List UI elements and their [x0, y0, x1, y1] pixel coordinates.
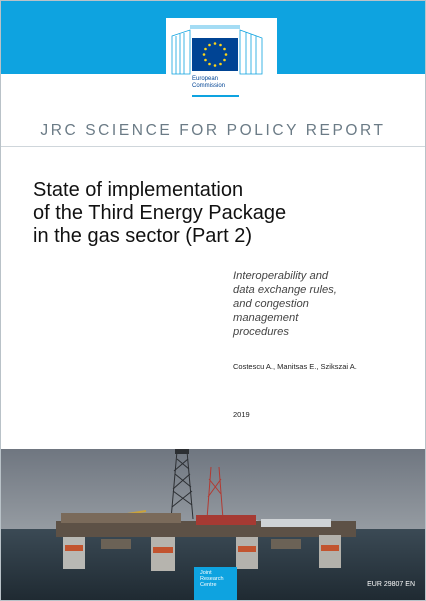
subtitle-line-5: procedures [233, 326, 289, 338]
jrc-logo-badge [194, 567, 237, 600]
series-title: JRC SCIENCE FOR POLICY REPORT [40, 122, 386, 139]
jrc-logo-text [200, 570, 224, 589]
authors: Costescu A., Manitsas E., Szikszai A. [233, 362, 357, 371]
logo-line-1: European [192, 76, 219, 82]
title-line-1: State of implementation [33, 179, 244, 201]
jrc-line-3: Centre [200, 582, 217, 589]
european-commission-logo [166, 18, 277, 98]
report-title [33, 179, 393, 248]
jrc-line-1: Joint [200, 570, 212, 576]
title-line-3: in the gas sector (Part 2) [33, 225, 252, 247]
subtitle-line-3: and congestion [233, 298, 309, 310]
jrc-line-2: Research [200, 576, 224, 583]
logo-line-2: Commission [192, 83, 226, 89]
subtitle-line-1: Interoperability and [233, 270, 329, 282]
subtitle-line-4: management [233, 312, 299, 324]
title-line-2: of the Third Energy Package [33, 202, 287, 224]
publication-year: 2019 [233, 410, 250, 419]
subtitle-line-2: data exchange rules, [233, 284, 337, 296]
logo-underline [192, 95, 239, 97]
series-divider [1, 146, 425, 147]
report-subtitle [233, 269, 393, 339]
logo-wordmark [192, 76, 225, 90]
report-number: EUR 29807 EN [367, 581, 415, 588]
